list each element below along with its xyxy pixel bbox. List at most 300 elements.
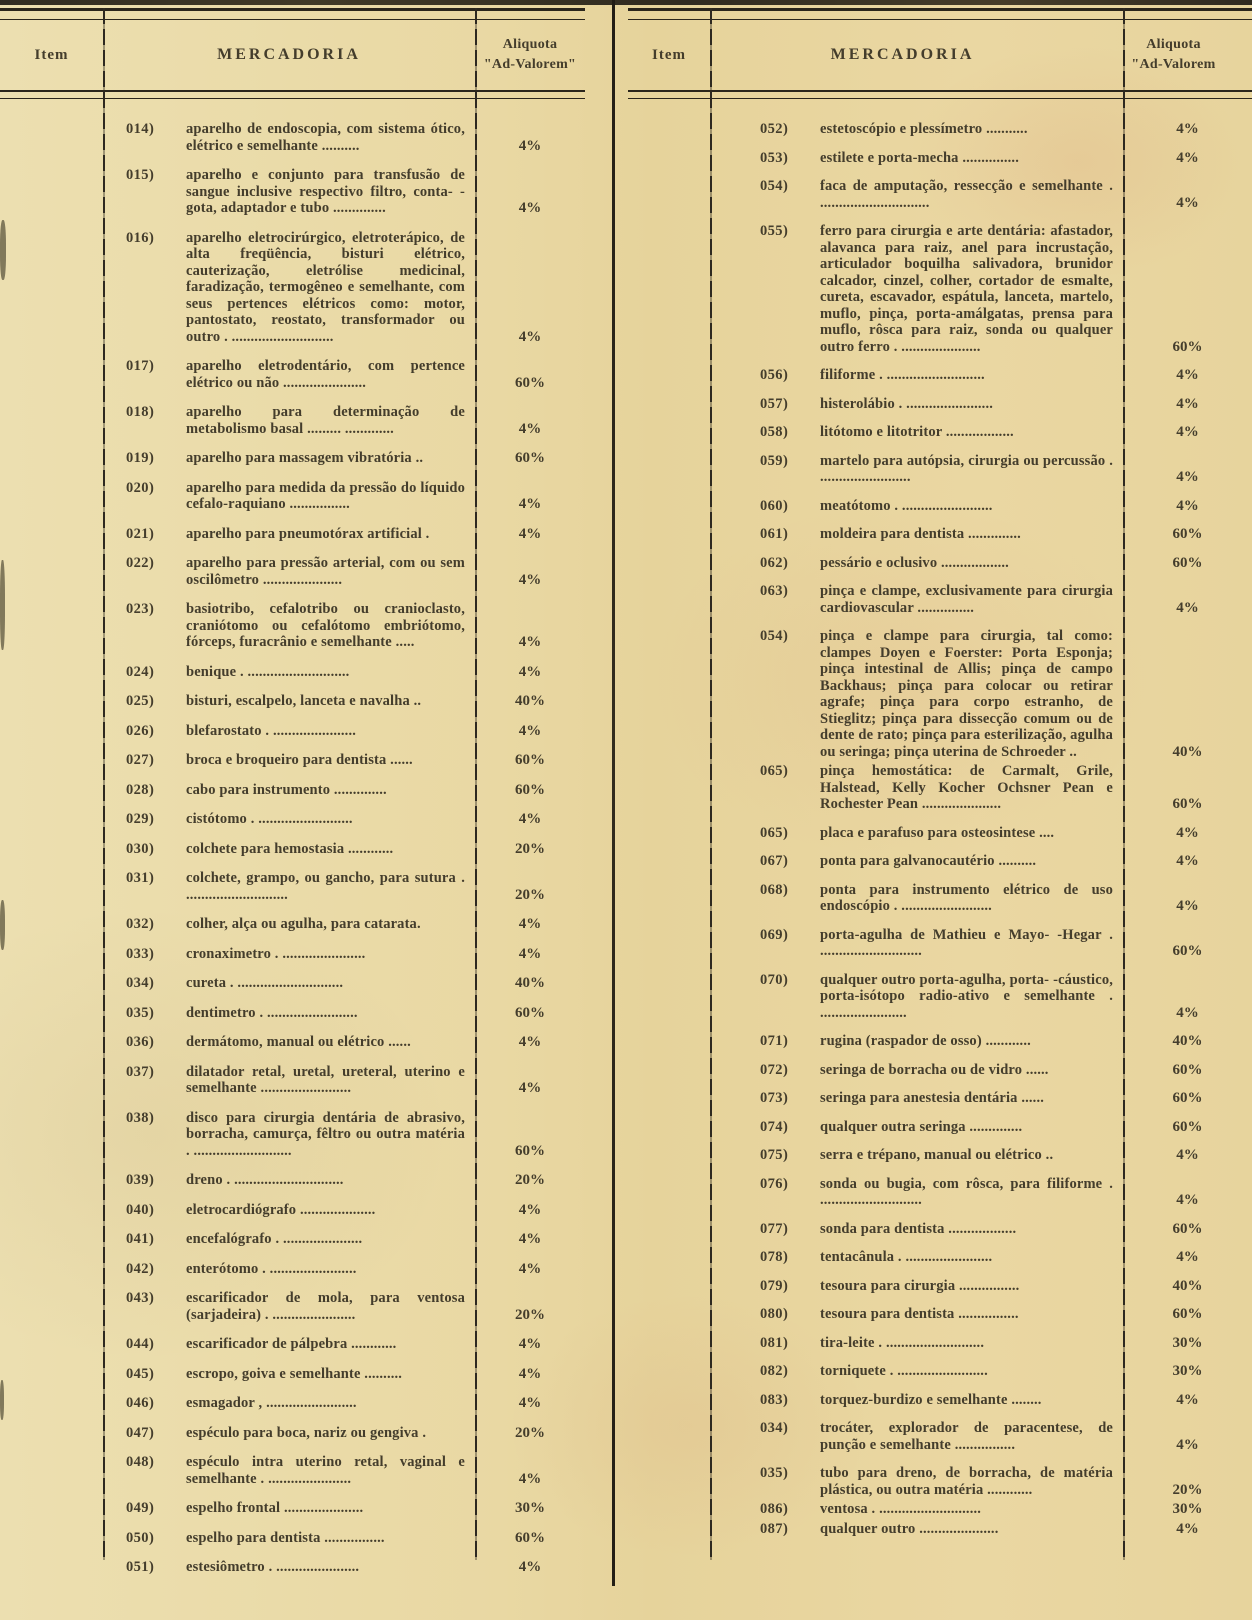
table-row: [760, 453, 1252, 486]
item-number: 045): [126, 1365, 155, 1382]
item-number: 069): [760, 926, 789, 943]
aliquota-value: 4%: [518, 916, 542, 932]
page-top-edge: [0, 0, 1252, 5]
table-header: [628, 20, 1252, 90]
aliquota-value: 20%: [515, 1172, 545, 1188]
item-description: seringa de borracha ou de vidro ......: [820, 1061, 1049, 1078]
table-row: [126, 811, 585, 828]
aliquota-value: 60%: [1172, 1220, 1203, 1237]
item-number: 028): [126, 781, 155, 798]
item-number: 047): [126, 1424, 155, 1441]
aliquota-value: 60%: [1172, 1306, 1203, 1322]
table-row: [760, 628, 1252, 760]
item-description: aparelho eletrocirúrgico, eletroterápico, de alta freqüência, bisturi elétrico, cauterização, eletrólise medicinal, faradização, termogêneo e semelhante, com seus pertences elétricos como: motor, pantostato, reostato, transformador ou outro . ...........................: [186, 229, 465, 345]
item-description: moldeira para dentista ..............: [820, 526, 1021, 542]
table-row: [760, 1501, 1252, 1518]
item-description: aparelho eletrodentário, com pertence elétrico ou não ......................: [186, 358, 465, 391]
item-description: ventosa . ...........................: [820, 1501, 982, 1517]
item-description: aparelho para massagem vibratória ..: [186, 450, 424, 466]
item-description: tira-leite . ..........................: [820, 1334, 985, 1351]
table-row: [126, 975, 585, 992]
item-description: cronaximetro . ......................: [186, 945, 366, 962]
item-number: 026): [126, 722, 155, 739]
item-description: aparelho e conjunto para transfusão de sangue inclusive respectivo filtro, conta- -gota, adaptador e tubo ..............: [186, 167, 465, 216]
table-row: [760, 927, 1252, 960]
item-number: 054): [760, 178, 789, 194]
item-number: 014): [126, 121, 155, 137]
item-description: pessário e oclusivo ..................: [820, 554, 1009, 571]
table-row: [760, 150, 1252, 167]
item-number: 022): [126, 555, 155, 571]
table-row: [126, 1366, 585, 1383]
item-number: 061): [760, 526, 789, 542]
aliquota-value: 40%: [1172, 1033, 1203, 1049]
item-number: 063): [760, 583, 789, 599]
item-number: 048): [126, 1454, 155, 1470]
aliquota-value: 60%: [1172, 1061, 1203, 1078]
aliquota-value: 4%: [518, 1080, 542, 1096]
item-number: 053): [760, 149, 789, 166]
table-row: [760, 396, 1252, 413]
item-number: 033): [126, 945, 155, 962]
table-row: [126, 1261, 585, 1278]
header-item: Item: [652, 46, 686, 63]
item-description: blefarostato . ......................: [186, 722, 357, 739]
item-number: 072): [760, 1061, 789, 1078]
item-description: porta-agulha de Mathieu e Mayo- -Hegar . ...........................: [820, 926, 1113, 959]
aliquota-value: 4%: [518, 137, 542, 154]
item-number: 080): [760, 1306, 789, 1322]
item-description: serra e trépano, manual ou elétrico ..: [820, 1147, 1054, 1163]
item-number: 081): [760, 1334, 789, 1351]
aliquota-value: 4%: [518, 328, 542, 345]
item-description: colher, alça ou agulha, para catarata.: [186, 916, 421, 932]
item-number: 056): [760, 367, 789, 383]
table-row: [760, 583, 1252, 616]
aliquota-value: 60%: [1172, 526, 1203, 542]
table-rows: [628, 99, 1252, 1537]
table-row: [126, 841, 585, 858]
item-number: 038): [126, 1109, 155, 1126]
item-description: pinça e clampe para cirurgia, tal como: clampes Doyen e Foerster: Porta Esponja; pinça intestinal de Allis; pinça de campo Backhaus; pinça para colocar ou retirar agrafe; pinça para corpo estranho, de Stieglitz; pinça para dissecção comum ou de dente de rato; pinça para esterilização, agulha ou seringa; pinça uterina de Schroeder ..: [820, 628, 1113, 760]
item-number: 076): [760, 1175, 789, 1192]
item-number: 018): [126, 404, 155, 420]
item-number: 030): [126, 840, 155, 857]
aliquota-value: 4%: [1176, 1192, 1199, 1208]
aliquota-value: 4%: [518, 420, 542, 437]
item-number: 031): [126, 870, 155, 886]
table-row: [760, 1363, 1252, 1380]
aliquota-value: 4%: [518, 634, 542, 650]
item-description: rugina (raspador de osso) ............: [820, 1033, 1031, 1049]
header-item: Item: [34, 46, 69, 63]
table-row: [126, 1336, 585, 1353]
scan-ink-smudge: [0, 560, 5, 650]
item-description: aparelho de endoscopia, com sistema ótico, elétrico e semelhante ..........: [186, 121, 465, 154]
table-row: [760, 1335, 1252, 1352]
item-number: 025): [126, 693, 155, 709]
aliquota-value: 4%: [518, 1260, 542, 1277]
table-row: [126, 1064, 585, 1097]
aliquota-value: 20%: [515, 840, 545, 857]
aliquota-value: 4%: [1176, 1520, 1199, 1537]
table-row: [126, 664, 585, 681]
item-number: 023): [126, 601, 155, 617]
item-description: dilatador retal, uretal, ureteral, uterino e semelhante ........................: [186, 1063, 465, 1096]
aliquota-value: 60%: [1172, 1090, 1203, 1106]
aliquota-value: 4%: [518, 1395, 542, 1411]
item-description: estilete e porta-mecha ...............: [820, 149, 1019, 166]
item-description: cabo para instrumento ..............: [186, 781, 387, 798]
item-number: 070): [760, 971, 789, 988]
item-description: torquez-burdizo e semelhante ........: [820, 1391, 1042, 1408]
item-description: ferro para cirurgia e arte dentária: afastador, alavanca para raiz, anel para incrustação, articulador boquilha salivadora, brunidor calcador, cinzel, colher, cortador de esmalte, cureta, escavador, espátula, lanceta, martelo, muflo, pinça, porta-amálgatas, prensa para muflo, rôsca para raiz, sonda ou qualquer outro ferro . .....................: [820, 223, 1113, 355]
item-number: 075): [760, 1147, 789, 1163]
item-description: escropo, goiva e semelhante ..........: [186, 1365, 403, 1382]
table-row: [126, 1110, 585, 1160]
table-row: [126, 1172, 585, 1189]
aliquota-value: 4%: [518, 200, 542, 216]
item-number: 071): [760, 1033, 789, 1049]
table-row: [760, 1521, 1252, 1538]
item-number: 027): [126, 752, 155, 768]
item-description: sonda ou bugia, com rôsca, para filiforme . ...........................: [820, 1175, 1113, 1208]
scan-ink-smudge: [0, 900, 5, 950]
aliquota-value: 4%: [518, 722, 542, 739]
item-description: estesiômetro . ......................: [186, 1559, 360, 1575]
item-description: dermátomo, manual ou elétrico ......: [186, 1034, 411, 1050]
table-row: [126, 404, 585, 437]
tariff-table-right: [628, 8, 1252, 1608]
item-number: 057): [760, 395, 789, 412]
aliquota-value: 4%: [1176, 469, 1199, 485]
item-number: 015): [126, 167, 155, 183]
item-description: seringa para anestesia dentária ......: [820, 1090, 1044, 1106]
item-number: 073): [760, 1090, 789, 1106]
aliquota-value: 4%: [518, 571, 542, 588]
item-number: 019): [126, 450, 155, 466]
item-number: 051): [126, 1559, 155, 1575]
table-row: [760, 1119, 1252, 1136]
item-number: 029): [126, 811, 155, 827]
item-description: benique . ...........................: [186, 663, 350, 680]
scan-ink-smudge: [0, 220, 6, 280]
item-number: 087): [760, 1520, 789, 1537]
aliquota-value: 60%: [515, 752, 545, 768]
item-number: 043): [126, 1290, 155, 1306]
header-mercadoria: MERCADORIA: [217, 46, 361, 63]
aliquota-value: 4%: [518, 1201, 542, 1218]
item-description: qualquer outro .....................: [820, 1520, 999, 1537]
item-description: meatótomo . ........................: [820, 497, 993, 514]
item-description: tesoura para dentista ................: [820, 1306, 1019, 1322]
table-row: [760, 1221, 1252, 1238]
item-description: aparelho para pressão arterial, com ou sem oscilômetro .....................: [186, 555, 465, 588]
item-description: filiforme . ..........................: [820, 367, 985, 383]
table-row: [760, 1176, 1252, 1209]
item-description: ponta para galvanocautério ..........: [820, 853, 1037, 869]
table-row: [126, 1005, 585, 1022]
aliquota-value: 60%: [1172, 338, 1203, 355]
header-mercadoria: MERCADORIA: [830, 46, 975, 63]
aliquota-value: 30%: [1172, 1501, 1203, 1517]
aliquota-value: 4%: [1176, 599, 1199, 616]
aliquota-value: 60%: [515, 1529, 545, 1546]
aliquota-value: 4%: [1176, 898, 1199, 914]
aliquota-value: 40%: [1172, 1277, 1203, 1294]
scan-ink-smudge: [0, 1380, 4, 1420]
aliquota-value: 4%: [1176, 853, 1199, 869]
aliquota-value: 30%: [1172, 1334, 1203, 1351]
table-row: [760, 1033, 1252, 1050]
item-description: estetoscópio e plessímetro ...........: [820, 121, 1028, 137]
item-number: 040): [126, 1201, 155, 1218]
aliquota-value: 40%: [1172, 743, 1203, 760]
item-number: 078): [760, 1249, 789, 1265]
item-description: dreno . .............................: [186, 1172, 344, 1188]
table-row: [760, 1278, 1252, 1295]
item-description: aparelho para medida da pressão do líquido cefalo-raquiano ................: [186, 479, 465, 512]
aliquota-value: 4%: [1176, 1147, 1199, 1163]
item-number: 046): [126, 1395, 155, 1411]
table-header-rule: [0, 90, 585, 99]
item-description: broca e broqueiro para dentista ......: [186, 752, 413, 768]
header-aliquota-line2: "Ad-Valorem": [483, 57, 577, 72]
table-row: [760, 178, 1252, 211]
item-number: 017): [126, 358, 155, 374]
item-number: 065): [760, 824, 789, 841]
item-description: tubo para dreno, de borracha, de matéria plástica, ou outra matéria ............: [820, 1465, 1113, 1498]
aliquota-value: 60%: [515, 1004, 545, 1021]
table-row: [126, 946, 585, 963]
table-row: [126, 782, 585, 799]
item-description: martelo para autópsia, cirurgia ou percussão . ........................: [820, 452, 1113, 485]
item-description: enterótomo . .......................: [186, 1260, 357, 1277]
aliquota-value: 60%: [1172, 943, 1203, 959]
table-row: [126, 1454, 585, 1487]
aliquota-value: 20%: [1172, 1481, 1203, 1498]
table-row: [126, 480, 585, 513]
aliquota-value: 20%: [515, 1424, 545, 1441]
item-description: litótomo e litotritor ..................: [820, 424, 1014, 440]
item-description: torniquete . ........................: [820, 1363, 988, 1379]
item-description: espéculo intra uterino retal, vaginal e semelhante . ......................: [186, 1454, 465, 1487]
header-aliquota: [1095, 35, 1252, 75]
aliquota-value: 60%: [515, 450, 545, 466]
item-number: 065): [760, 763, 789, 779]
table-header: [0, 20, 585, 90]
table-row: [126, 1202, 585, 1219]
item-description: tesoura para cirurgia ................: [820, 1277, 1020, 1294]
table-row: [126, 450, 585, 467]
table-row: [126, 1290, 585, 1323]
table-row: [126, 1231, 585, 1248]
header-aliquota-line1: Aliquota: [502, 37, 558, 52]
item-number: 086): [760, 1501, 789, 1517]
item-description: espéculo para boca, nariz ou gengiva .: [186, 1424, 427, 1441]
item-description: bisturi, escalpelo, lanceta e navalha ..: [186, 693, 422, 709]
item-number: 083): [760, 1391, 789, 1408]
table-row: [126, 167, 585, 217]
item-number: 034): [760, 1420, 789, 1436]
aliquota-value: 4%: [1176, 1004, 1199, 1021]
table-row: [126, 526, 585, 543]
item-description: colchete para hemostasia ............: [186, 840, 394, 857]
aliquota-value: 4%: [1176, 194, 1199, 211]
table-row: [760, 1249, 1252, 1266]
item-description: ponta para instrumento elétrico de uso endoscópio . ........................: [820, 881, 1113, 914]
table-row: [760, 1392, 1252, 1409]
table-top-rule: [628, 8, 1252, 20]
item-number: 049): [126, 1500, 155, 1516]
item-description: cureta . ............................: [186, 975, 344, 991]
aliquota-value: 4%: [518, 1336, 542, 1352]
table-row: [126, 870, 585, 903]
aliquota-value: 4%: [518, 811, 542, 827]
item-description: tentacânula . .......................: [820, 1249, 993, 1265]
table-row: [760, 1306, 1252, 1323]
table-row: [126, 1395, 585, 1412]
item-number: 055): [760, 223, 789, 239]
item-description: escarificador de mola, para ventosa (sarjadeira) . ......................: [186, 1290, 465, 1323]
item-number: 059): [760, 452, 789, 469]
item-number: 041): [126, 1231, 155, 1247]
item-number: 068): [760, 881, 789, 898]
aliquota-value: 4%: [1176, 395, 1199, 412]
table-row: [760, 882, 1252, 915]
item-number: 074): [760, 1118, 789, 1135]
table-row: [760, 526, 1252, 543]
aliquota-value: 4%: [1176, 1391, 1199, 1408]
item-number: 044): [126, 1336, 155, 1352]
table-row: [126, 693, 585, 710]
item-number: 036): [126, 1034, 155, 1050]
table-row: [126, 723, 585, 740]
item-number: 077): [760, 1220, 789, 1237]
item-description: aparelho para pneumotórax artificial .: [186, 525, 430, 542]
table-row: [760, 853, 1252, 870]
aliquota-value: 4%: [518, 525, 542, 542]
table-top-rule: [0, 8, 585, 20]
item-description: espelho frontal .....................: [186, 1500, 364, 1516]
header-aliquota: [475, 35, 585, 75]
item-description: basiotribo, cefalotribo ou cranioclasto, craniótomo ou cefalótomo embriótomo, fórceps, furacrânio e semelhante .....: [186, 601, 465, 650]
item-description: disco para cirurgia dentária de abrasivo, borracha, camurça, fêltro ou outra matéria . ..........................: [186, 1109, 465, 1159]
table-row: [126, 1500, 585, 1517]
table-row: [126, 230, 585, 346]
item-number: 067): [760, 853, 789, 869]
item-number: 060): [760, 497, 789, 514]
item-description: escarificador de pálpebra ............: [186, 1336, 397, 1352]
item-description: histerolábio . .......................: [820, 395, 993, 412]
page-column-divider: [612, 0, 615, 1586]
aliquota-value: 60%: [1172, 554, 1203, 571]
item-number: 058): [760, 424, 789, 440]
header-aliquota-line1: Aliquota: [1146, 37, 1201, 52]
aliquota-value: 4%: [1176, 367, 1199, 383]
item-description: pinça e clampe, exclusivamente para cirurgia cardiovascular ...............: [820, 583, 1113, 616]
table-row: [126, 752, 585, 769]
item-description: faca de amputação, ressecção e semelhante . .............................: [820, 178, 1113, 211]
table-rows: [0, 99, 585, 1576]
item-description: encefalógrafo . .....................: [186, 1231, 363, 1247]
aliquota-value: 4%: [518, 663, 542, 680]
item-description: pinça hemostática: de Carmalt, Grile, Halstead, Kelly Kocher Ochsner Pean e Rochester Pean .....................: [820, 763, 1113, 812]
table-row: [126, 1559, 585, 1576]
item-number: 037): [126, 1063, 155, 1080]
item-number: 052): [760, 121, 789, 137]
table-row: [126, 121, 585, 154]
item-number: 054): [760, 628, 789, 644]
item-description: eletrocardiógrafo ....................: [186, 1201, 376, 1218]
aliquota-value: 4%: [518, 945, 542, 962]
item-number: 035): [126, 1004, 155, 1021]
aliquota-value: 40%: [515, 693, 545, 709]
item-number: 062): [760, 554, 789, 571]
table-row: [126, 601, 585, 651]
table-row: [760, 825, 1252, 842]
item-number: 082): [760, 1363, 789, 1379]
aliquota-value: 60%: [1172, 796, 1203, 812]
table-row: [760, 367, 1252, 384]
aliquota-value: 40%: [515, 975, 545, 991]
aliquota-value: 20%: [515, 886, 545, 903]
aliquota-value: 4%: [1176, 824, 1199, 841]
item-number: 032): [126, 916, 155, 932]
table-row: [760, 1090, 1252, 1107]
aliquota-value: 4%: [1176, 497, 1199, 514]
aliquota-value: 60%: [515, 374, 545, 391]
aliquota-value: 4%: [518, 1231, 542, 1247]
item-description: cistótomo . .........................: [186, 811, 353, 827]
aliquota-value: 60%: [1172, 1118, 1203, 1135]
table-row: [760, 223, 1252, 355]
aliquota-value: 4%: [518, 1034, 542, 1050]
aliquota-value: 4%: [1176, 149, 1199, 166]
aliquota-value: 4%: [518, 496, 542, 512]
table-row: [126, 555, 585, 588]
table-row: [126, 1425, 585, 1442]
item-number: 016): [126, 229, 155, 246]
item-number: 042): [126, 1260, 155, 1277]
table-row: [126, 1530, 585, 1547]
aliquota-value: 20%: [515, 1306, 545, 1323]
table-row: [760, 1420, 1252, 1453]
item-description: sonda para dentista ..................: [820, 1220, 1017, 1237]
item-number: 050): [126, 1529, 155, 1546]
item-description: qualquer outra seringa ..............: [820, 1118, 1023, 1135]
aliquota-value: 4%: [518, 1365, 542, 1382]
item-number: 079): [760, 1277, 789, 1294]
item-description: esmagador , ........................: [186, 1395, 357, 1411]
aliquota-value: 30%: [1172, 1363, 1203, 1379]
table-row: [126, 1034, 585, 1051]
item-description: aparelho para determinação de metabolismo basal ......... .............: [186, 404, 465, 437]
aliquota-value: 4%: [518, 1470, 542, 1487]
aliquota-value: 4%: [1176, 1436, 1199, 1453]
aliquota-value: 4%: [1176, 424, 1199, 440]
item-number: 021): [126, 525, 155, 542]
table-row: [760, 972, 1252, 1022]
table-row: [760, 555, 1252, 572]
item-number: 039): [126, 1172, 155, 1188]
item-description: colchete, grampo, ou gancho, para sutura . ...........................: [186, 870, 465, 903]
aliquota-value: 60%: [515, 781, 545, 798]
item-number: 024): [126, 663, 155, 680]
item-number: 035): [760, 1465, 789, 1481]
table-row: [760, 121, 1252, 138]
aliquota-value: 4%: [518, 1559, 542, 1575]
